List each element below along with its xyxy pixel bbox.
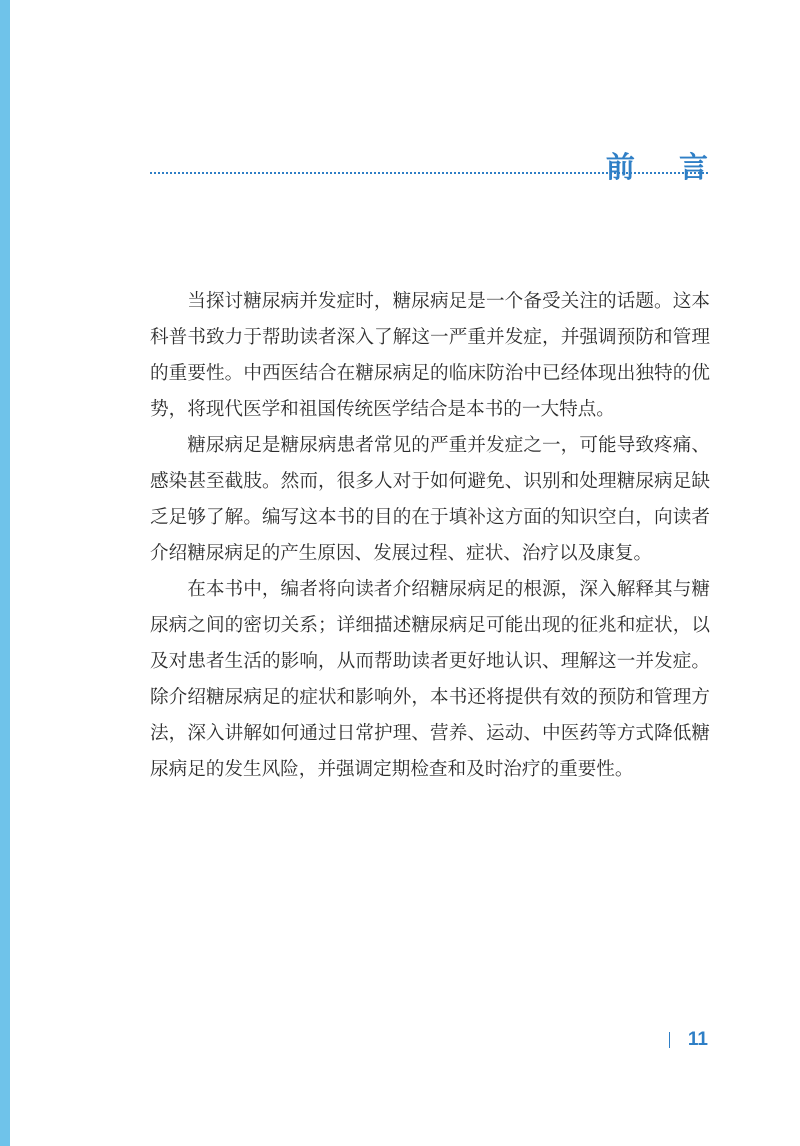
page-number-divider [669, 1032, 670, 1048]
page-number: 11 [687, 1029, 708, 1050]
paragraph-2: 糖尿病足是糖尿病患者常见的严重并发症之一，可能导致疼痛、感染甚至截肢。然而，很多人对于如何避免、识别和处理糖尿病足缺乏足够了解。编写这本书的目的在于填补这方面的知识空白，向读者介绍糖尿病足的产生原因、发展过程、症状、治疗以及康复。 [150, 435, 710, 564]
title-dotted-divider [150, 172, 708, 174]
paragraph-3: 在本书中，编者将向读者介绍糖尿病足的根源，深入解释其与糖尿病之间的密切关系；详细描述糖尿病足可能出现的征兆和症状，以及对患者生活的影响，从而帮助读者更好地认识、理解这一并发症。除介绍糖尿病足的症状和影响外，本书还将提供有效的预防和管理方法，深入讲解如何通过日常护理、营养、运动、中医药等方式降低糖尿病足的发生风险，并强调定期检查和及时治疗的重要性。 [150, 579, 710, 780]
paragraph-1: 当探讨糖尿病并发症时，糖尿病足是一个备受关注的话题。这本科普书致力于帮助读者深入了解这一严重并发症，并强调预防和管理的重要性。中西医结合在糖尿病足的临床防治中已经体现出独特的优势，将现代医学和祖国传统医学结合是本书的一大特点。 [150, 291, 710, 420]
page-footer [669, 1026, 708, 1054]
page-title: 前 言 [605, 150, 725, 185]
left-color-bar [0, 0, 10, 1146]
preface-body [150, 284, 710, 788]
